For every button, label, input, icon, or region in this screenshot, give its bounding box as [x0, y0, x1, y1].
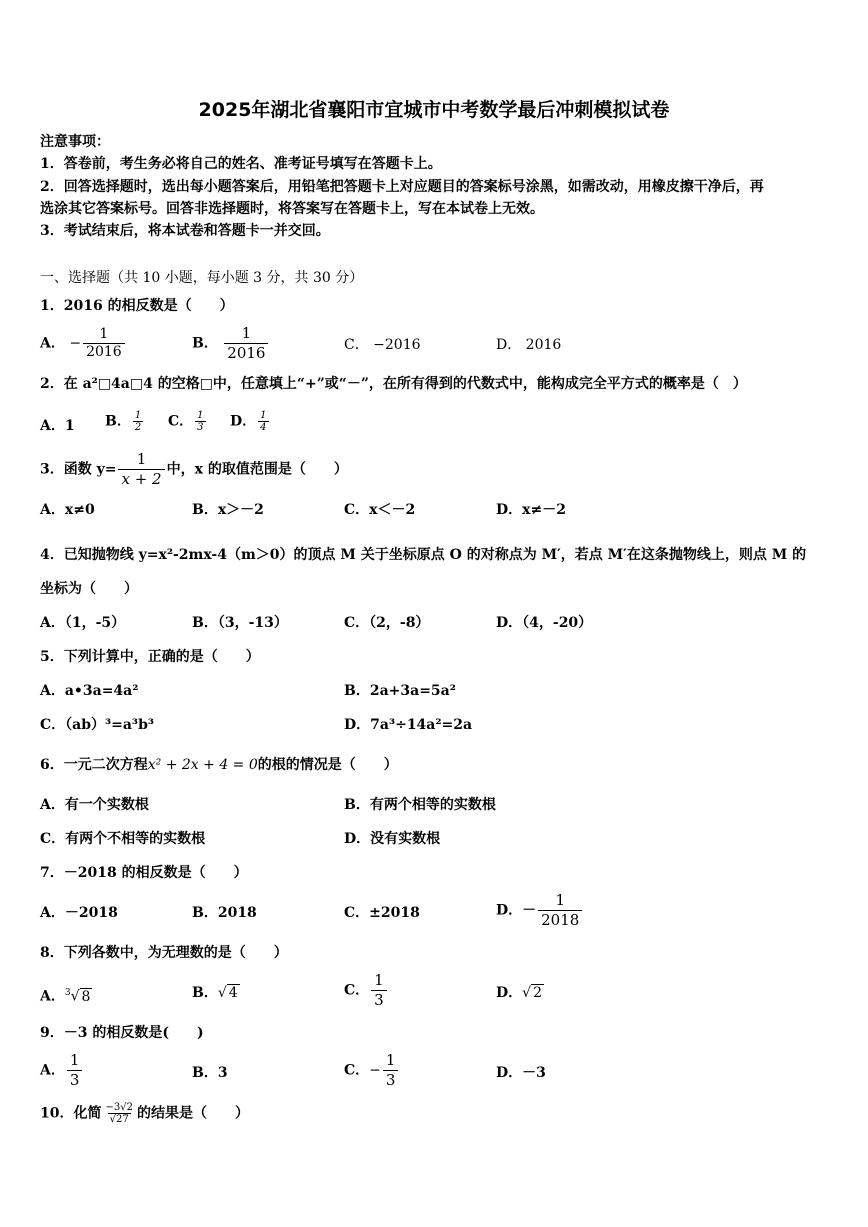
q5-option-c: C．（ab）³=a³b³ — [40, 717, 154, 733]
q1-a-label: A． — [40, 335, 65, 352]
q8-option-c — [344, 971, 389, 1010]
q8-option-d — [496, 983, 544, 1003]
q10-den: √27 — [109, 1114, 129, 1125]
q6-option-a: A．有一个实数根 — [40, 797, 149, 813]
q6-stem-post: 的根的情况是（ ） — [257, 757, 398, 773]
q9-option-c — [344, 1051, 400, 1090]
q3-option-a: A．x≠0 — [40, 502, 95, 518]
notice-item-2-cont: 选涂其它答案标号。回答非选择题时，将答案写在答题卡上，写在本试卷上无效。 — [40, 201, 544, 217]
q3-option-c: C．x＜－2 — [344, 502, 416, 518]
q2-b-den: 2 — [134, 422, 142, 433]
q7-d-fraction — [538, 891, 582, 930]
q3-stem-post: 中，x 的取值范围是（ ） — [166, 461, 348, 478]
q2-c-fraction — [195, 410, 205, 433]
q9-stem: 9．－3 的相反数是( ) — [40, 1025, 204, 1041]
q9-c-sign: − — [369, 1062, 381, 1079]
q7-d-num: 1 — [555, 891, 565, 909]
q8-a-index: 3 — [64, 988, 71, 998]
q4-stem-line1: 4．已知抛物线 y=x²-2mx-4（m＞0）的顶点 M 关于坐标原点 O 的对称点为 M′，若点 M′在这条抛物线上，则点 M 的 — [40, 547, 807, 563]
q9-option-d: D．－3 — [496, 1065, 546, 1081]
q7-d-den: 2018 — [538, 910, 582, 930]
q2-option-b — [105, 410, 145, 433]
q8-option-a — [40, 983, 92, 1007]
q5-stem: 5．下列计算中，正确的是（ ） — [40, 649, 260, 665]
q8-c-label: C． — [344, 982, 370, 999]
q8-d-radical-sign: √ — [522, 985, 532, 1001]
q3-option-d: D．x≠－2 — [496, 502, 566, 518]
q1-b-fraction — [224, 324, 268, 363]
q1-option-b — [192, 324, 270, 363]
q6-equation: x² + 2x + 4 = 0 — [147, 757, 258, 773]
q8-c-den: 3 — [371, 990, 387, 1010]
q2-option-c — [168, 410, 208, 433]
q7-option-b: B．2018 — [192, 905, 257, 921]
q3-den: x + 2 — [118, 469, 164, 489]
q1-b-num: 1 — [241, 324, 252, 342]
q4-option-c: C．（2，-8） — [344, 615, 430, 631]
q10-stem-pre: 10．化简 — [40, 1105, 102, 1122]
q2-b-label: B． — [105, 413, 131, 430]
q8-a-label: A． — [40, 988, 65, 1005]
notice-heading: 注意事项： — [40, 134, 110, 150]
q2-c-den: 3 — [197, 422, 204, 433]
q8-a-radical-sign: √ — [70, 988, 80, 1005]
q10-fraction — [103, 1102, 134, 1125]
q9-c-den: 3 — [383, 1070, 399, 1090]
q6-stem — [40, 755, 398, 775]
q2-option-d — [230, 410, 271, 433]
q2-stem: 2．在 a²□4a□4 的空格□中，任意填上“+”或“－”，在所有得到的代数式中，能构成完全平方式的概率是（ ） — [40, 376, 747, 392]
q1-b-label: B． — [192, 335, 218, 352]
q7-option-a: A．－2018 — [40, 905, 118, 921]
q7-stem: 7．－2018 的相反数是（ ） — [40, 865, 248, 881]
q6-option-d: D．没有实数根 — [344, 831, 441, 847]
q2-d-num: 1 — [260, 410, 267, 421]
q5-option-b: B．2a+3a=5a² — [344, 683, 456, 699]
section-heading: 一、选择题（共 10 小题，每小题 3 分，共 30 分） — [40, 270, 364, 286]
q3-stem — [40, 450, 348, 489]
q9-a-label: A． — [40, 1062, 65, 1079]
q8-b-radicand: 4 — [228, 985, 238, 1001]
q4-option-a: A．（1，-5） — [40, 615, 126, 631]
q10-stem — [40, 1102, 249, 1125]
q3-fraction — [118, 450, 164, 489]
q6-option-c: C．有两个不相等的实数根 — [40, 831, 206, 847]
q7-d-label: D．－ — [496, 902, 537, 919]
q2-d-label: D． — [230, 413, 257, 430]
q8-d-label: D． — [496, 985, 523, 1001]
q5-option-d: D．7a³÷14a²=2a — [344, 717, 473, 733]
q7-option-c: C．±2018 — [344, 905, 420, 921]
q1-a-sign: − — [69, 335, 82, 352]
q8-option-b — [192, 983, 240, 1003]
q9-c-num: 1 — [385, 1051, 396, 1069]
q2-b-num: 1 — [134, 410, 142, 421]
q8-stem: 8．下列各数中，为无理数的是（ ） — [40, 945, 288, 961]
q9-option-a — [40, 1051, 84, 1090]
q8-b-radical-sign: √ — [217, 985, 227, 1001]
q8-c-num: 1 — [374, 971, 384, 989]
q9-option-b: B．3 — [192, 1065, 228, 1081]
q6-option-b: B．有两个相等的实数根 — [344, 797, 496, 813]
q3-stem-pre: 3．函数 y= — [40, 461, 117, 478]
q2-d-den: 4 — [260, 422, 267, 433]
notice-item-3: 3．考试结束后，将本试卷和答题卡一并交回。 — [40, 223, 330, 239]
q10-num: −3√2 — [105, 1102, 133, 1113]
q9-a-den: 3 — [67, 1070, 83, 1090]
q2-d-fraction — [258, 410, 268, 433]
notice-item-1: 1．答卷前，考生务必将自己的姓名、准考证号填写在答题卡上。 — [40, 156, 442, 172]
q1-option-d: D． 2016 — [496, 337, 562, 353]
q3-num: 1 — [136, 450, 147, 468]
q1-stem: 1．2016 的相反数是（ ） — [40, 298, 234, 314]
q2-c-label: C． — [168, 413, 194, 430]
q2-option-a: A．1 — [40, 418, 75, 434]
q2-b-fraction — [133, 410, 143, 433]
q2-c-num: 1 — [197, 410, 204, 421]
q3-option-b: B．x＞－2 — [192, 502, 264, 518]
q4-option-b: B．（3，-13） — [192, 615, 288, 631]
q1-option-a — [40, 326, 127, 361]
notice-item-2: 2．回答选择题时，选出每小题答案后，用铅笔把答题卡上对应题目的答案标号涂黑，如需改动，用橡皮擦干净后，再 — [40, 179, 764, 195]
q7-option-d — [496, 891, 584, 930]
q1-b-den: 2016 — [224, 343, 268, 363]
q9-a-num: 1 — [69, 1051, 80, 1069]
q8-a-radicand: 8 — [81, 988, 91, 1005]
q10-stem-post: 的结果是（ ） — [136, 1105, 249, 1122]
q9-c-label: C． — [344, 1062, 370, 1079]
q1-a-den: 2016 — [83, 343, 125, 361]
q5-option-a: A．a•3a=4a² — [40, 683, 139, 699]
page-title: 2025年湖北省襄阳市宜城市中考数学最后冲刺模拟试卷 — [198, 99, 670, 121]
q9-c-fraction — [383, 1051, 399, 1090]
q4-option-d: D．（4，-20） — [496, 615, 593, 631]
q4-stem-line2: 坐标为（ ） — [40, 581, 138, 597]
q9-a-fraction — [67, 1051, 83, 1090]
q1-option-c: C． −2016 — [344, 337, 421, 353]
q8-d-radicand: 2 — [533, 985, 542, 1001]
q8-b-label: B． — [192, 985, 218, 1001]
q6-stem-pre: 6．一元二次方程 — [40, 757, 148, 773]
q1-a-num: 1 — [99, 326, 109, 342]
q1-a-fraction — [83, 326, 125, 361]
q8-c-fraction — [371, 971, 387, 1010]
